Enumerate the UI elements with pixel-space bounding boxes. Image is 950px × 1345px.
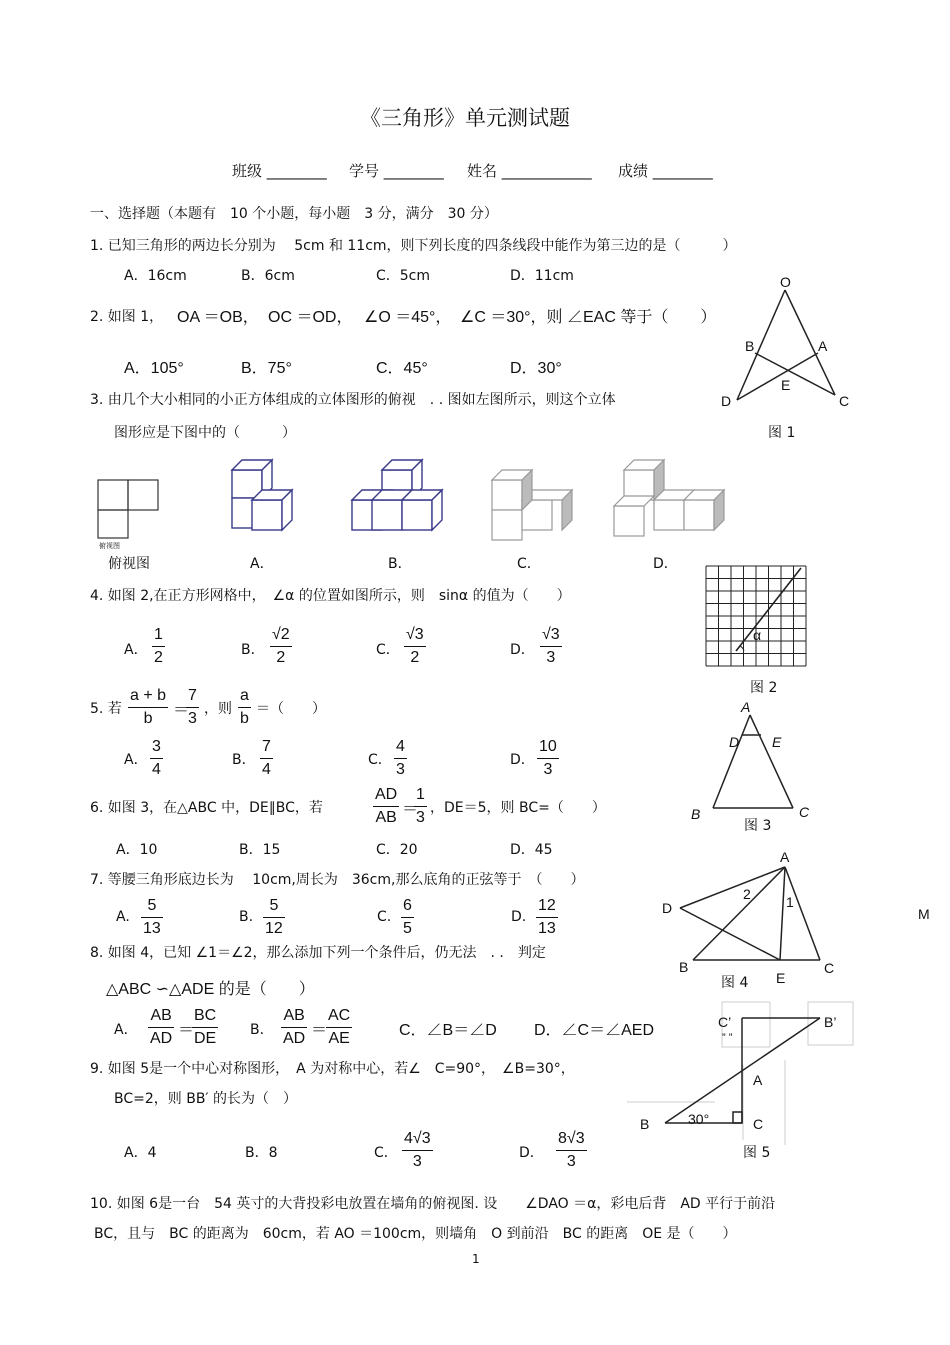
fig1-label-e: E (781, 377, 791, 393)
fig4-label-d: D (662, 900, 673, 916)
q4-a-den: 2 (154, 649, 163, 666)
q5-c-den: 3 (396, 761, 405, 778)
q8-a-n1: AB (148, 1005, 174, 1028)
q4-option-b: B． (241, 642, 265, 658)
q2-option-c: C．45° (376, 360, 428, 377)
question-1: 1. 已知三角形的两边长分别为 5cm 和 11cm，则下列长度的四条线段中能作为第三边的是（ ） (90, 238, 737, 254)
q6-frac-ad-ab (373, 784, 399, 829)
q5-b-num: 7 (260, 736, 273, 759)
q5-equals: ＝ (173, 702, 190, 719)
q6-option-d: D．45 (510, 842, 553, 858)
q2-option-d: D．30° (510, 360, 562, 377)
fig5-angle: 30° (688, 1111, 710, 1127)
q4-frac-b (270, 624, 292, 669)
q4-b-num: √2 (270, 624, 292, 647)
q5-num: a + b (128, 685, 168, 708)
q6-rden: 3 (416, 809, 425, 826)
q8-a-n2: BC (192, 1005, 218, 1028)
q4-d-num: √3 (540, 624, 562, 647)
q8-a-frac-1 (148, 1005, 174, 1050)
name-field: 姓名 ____________ (467, 162, 592, 180)
q5-a-den: 4 (152, 761, 161, 778)
fig1-label-a: A (818, 338, 828, 354)
q5-frac-ab (128, 685, 168, 730)
question-4: 4. 如图 2,在正方形网格中， ∠α 的位置如图所示，则 sinα 的值为（ ） (90, 588, 571, 604)
fig4-label-c: C (824, 960, 835, 976)
fig5-caption: 图 5 (743, 1145, 771, 1161)
q8-a-frac-2 (192, 1005, 218, 1050)
q4-a-num: 1 (152, 624, 165, 647)
q7-b-num: 5 (263, 895, 285, 918)
q7-a-den: 13 (143, 920, 161, 937)
q9-d-rad: 3 (575, 1130, 585, 1147)
q3-option-b: B． (388, 556, 412, 572)
q5-option-a: A． (124, 752, 148, 768)
q8-b-frac-1 (281, 1005, 307, 1050)
q1-option-c: C．5cm (376, 268, 431, 284)
fig1-label-b: B (745, 338, 755, 354)
q8-b-eq: ＝ (311, 1022, 328, 1039)
q2-option-a: A．105° (124, 360, 184, 377)
q7-c-den: 5 (403, 920, 412, 937)
fig5-label-cprime: C’ (718, 1014, 732, 1030)
q5-then: ，则 (204, 701, 232, 717)
question-2: 2. 如图 1， (90, 309, 164, 325)
fig3-label-a: A (741, 699, 751, 715)
cube-option-a (230, 458, 310, 538)
question-3: 3. 由几个大小相同的小正方体组成的立体图形的俯视 . . 图如左图所示，则这个立体 (90, 392, 616, 408)
q4-option-d: D． (510, 642, 535, 658)
q8-option-a: A． (114, 1022, 138, 1038)
q5-frac-c (394, 736, 407, 781)
q4-frac-c (404, 624, 426, 669)
q8-a-d2: DE (194, 1030, 217, 1047)
q8-b-n2: AC (326, 1005, 352, 1028)
fig2-caption: 图 2 (750, 680, 778, 696)
q5-anum: a (238, 685, 251, 708)
q5-rnum: 7 (186, 685, 199, 708)
section-heading: 一、选择题（本题有 10 个小题，每小题 3 分，满分 30 分） (90, 206, 498, 222)
q5-c-num: 4 (394, 736, 407, 759)
q5-frac-ratio (186, 685, 199, 730)
q7-frac-a (141, 895, 163, 940)
q7-b-den: 12 (265, 920, 283, 937)
question-6: 6. 如图 3，在△ABC 中，DE∥BC，若 (90, 800, 323, 816)
fig4-label-2: 2 (743, 886, 751, 902)
q1-option-a: A．16cm (124, 268, 187, 284)
question-8-cont: △ABC ∽△ADE 的是（ ） (106, 981, 315, 998)
q4-frac-d (540, 624, 562, 669)
fig3-caption: 图 3 (744, 818, 772, 834)
q5-option-d: D． (510, 752, 535, 768)
q8-option-d: D．∠C＝∠AED (534, 1022, 655, 1039)
fig4-label-b: B (679, 959, 689, 975)
q7-option-b: B. (239, 909, 254, 925)
q9-d-den: 3 (566, 1153, 576, 1170)
fig4-caption: 图 4 (721, 975, 749, 991)
question-5: 5. 若 (90, 701, 122, 717)
fig5-label-c: C (753, 1116, 764, 1132)
q2-cond-1: OA ＝OB， (177, 309, 259, 326)
q2-cond-4: ∠C ＝30°，则 ∠EAC 等于（ ） (460, 309, 717, 326)
q8-a-eq: ＝ (178, 1022, 195, 1039)
q5-option-b: B． (232, 752, 256, 768)
q4-c-den: 2 (410, 649, 420, 666)
q7-d-den: 13 (538, 920, 556, 937)
fig1-label-d: D (721, 393, 732, 409)
q2-cond-3: ∠O ＝45°， (364, 309, 452, 326)
q6-num: AD (373, 784, 399, 807)
q6-option-a: A．10 (116, 842, 158, 858)
fig1-caption: 图 1 (768, 425, 796, 441)
fig5-label-bprime: B’ (824, 1014, 837, 1030)
page-title: 《三角形》单元测试题 (360, 106, 570, 130)
q6-frac-ratio (414, 784, 427, 829)
q5-frac-d (537, 736, 559, 781)
q8-b-n1: AB (281, 1005, 307, 1028)
cube-option-d (612, 458, 732, 538)
question-9-cont: BC=2，则 BB′ 的长为（ ） (114, 1091, 298, 1107)
q9-d-coef: 8 (558, 1130, 567, 1147)
class-field: 班级 ________ (232, 162, 327, 180)
cube-option-b (350, 458, 450, 538)
top-view-label: 俯视图 (108, 556, 150, 572)
q7-frac-d (536, 895, 558, 940)
q7-option-d: D. (511, 909, 527, 925)
question-7: 7. 等腰三角形底边长为 10cm,周长为 36cm,那么底角的正弦等于 （ ） (90, 872, 585, 888)
q5-rden: 3 (188, 710, 197, 727)
score-field: 成绩 ________ (618, 162, 713, 180)
q6-den: AB (375, 809, 397, 826)
q5-d-den: 3 (543, 761, 553, 778)
q9-c-rad: 3 (421, 1130, 431, 1147)
q8-option-c: C．∠B＝∠D (399, 1022, 497, 1039)
fig2-alpha: α (753, 627, 762, 643)
q5-post: ＝（ ） (256, 701, 326, 717)
page-number: 1 (472, 1252, 480, 1266)
q9-option-a: A．4 (124, 1145, 157, 1161)
q4-c-num: √3 (404, 624, 426, 647)
q6-equals: ＝ (402, 801, 419, 818)
figure-2 (706, 566, 808, 668)
q5-aden: b (240, 710, 249, 727)
q8-option-b: B． (250, 1022, 274, 1038)
q3-option-c: C． (517, 556, 541, 572)
q4-option-c: C． (376, 642, 400, 658)
q9-option-b: B．8 (245, 1145, 278, 1161)
q5-a-num: 3 (150, 736, 163, 759)
q9-d-num: 8√3 (556, 1128, 587, 1151)
question-3-cont: 图形应是下图中的（ ） (114, 425, 296, 441)
q4-b-den: 2 (276, 649, 286, 666)
q2-option-b: B．75° (241, 360, 292, 377)
q1-option-d: D．11cm (510, 268, 574, 284)
q9-option-c: C． (374, 1145, 398, 1161)
q3-option-d: D． (653, 556, 678, 572)
fig5-label-a: A (753, 1072, 763, 1088)
q5-den: b (143, 710, 153, 727)
q2-cond-2: OC ＝OD， (268, 309, 353, 326)
q7-a-num: 5 (141, 895, 163, 918)
q9-frac-d (556, 1128, 587, 1173)
question-9: 9. 如图 5是一个中心对称图形， A 为对称中心，若∠ C=90°， ∠B=30°， (90, 1061, 575, 1077)
fig1-label-o: O (780, 274, 791, 290)
q8-b-d2: AE (328, 1030, 350, 1047)
q4-d-den: 3 (546, 649, 556, 666)
q7-frac-b (263, 895, 285, 940)
cube-option-c (490, 462, 580, 542)
q7-frac-c (401, 895, 414, 940)
q9-c-num: 4√3 (402, 1128, 433, 1151)
q5-d-num: 10 (537, 736, 559, 759)
q5-option-c: C． (368, 752, 392, 768)
figure-4 (675, 860, 825, 972)
q1-option-b: B．6cm (241, 268, 295, 284)
question-8: 8. 如图 4，已知 ∠1＝∠2，那么添加下列一个条件后，仍无法 . . 判定 (90, 945, 546, 961)
fig3-label-b: B (691, 806, 701, 822)
fig5-label-b: B (640, 1116, 650, 1132)
q8-b-frac-2 (326, 1005, 352, 1050)
fig3-label-c: C (799, 804, 810, 820)
q8-a-d1: AD (150, 1030, 173, 1047)
fig4-label-e: E (776, 970, 786, 986)
fig3-label-e: E (772, 734, 782, 750)
q6-option-b: B．15 (239, 842, 281, 858)
q7-c-num: 6 (401, 895, 414, 918)
q8-b-d1: AD (283, 1030, 306, 1047)
q6-rnum: 1 (414, 784, 427, 807)
student-id-field: 学号 ________ (349, 162, 444, 180)
q6-option-c: C．20 (376, 842, 418, 858)
q9-frac-c (402, 1128, 433, 1173)
q9-c-coef: 4 (404, 1130, 413, 1147)
q3-option-a: A． (250, 556, 274, 572)
q4-option-a: A． (124, 642, 148, 658)
q5-frac-a-b (238, 685, 251, 730)
figure-1 (725, 275, 855, 445)
q9-c-den: 3 (412, 1153, 422, 1170)
top-view-figure (98, 478, 168, 548)
q5-b-den: 4 (262, 761, 271, 778)
fig3-label-d: D (729, 734, 740, 750)
q6-post: ，DE＝5，则 BC=（ ） (430, 800, 606, 816)
q5-frac-a (150, 736, 163, 781)
margin-letter: M (918, 906, 930, 922)
fig4-label-a: A (780, 849, 790, 865)
fig4-label-1: 1 (786, 894, 794, 910)
q4-frac-a (152, 624, 165, 669)
fig5-quotes: ” ” (722, 1032, 733, 1044)
q7-d-num: 12 (536, 895, 558, 918)
question-10: 10. 如图 6是一台 54 英寸的大背投彩电放置在墙角的俯视图. 设 ∠DAO ＝α，彩电后背 AD 平行于前沿 (90, 1196, 776, 1212)
q5-frac-b (260, 736, 273, 781)
figure-5 (625, 1000, 857, 1150)
top-view-small-label: 俯视图 (99, 542, 120, 550)
figure-3 (705, 710, 805, 815)
fig1-label-c: C (839, 393, 850, 409)
question-10-cont: BC，且与 BC 的距离为 60cm，若 AO ＝100cm，则墙角 O 到前沿 BC 的距离 OE 是（ ） (94, 1226, 737, 1242)
q7-option-c: C. (377, 909, 392, 925)
q7-option-a: A. (116, 909, 130, 925)
q9-option-d: D． (519, 1145, 544, 1161)
